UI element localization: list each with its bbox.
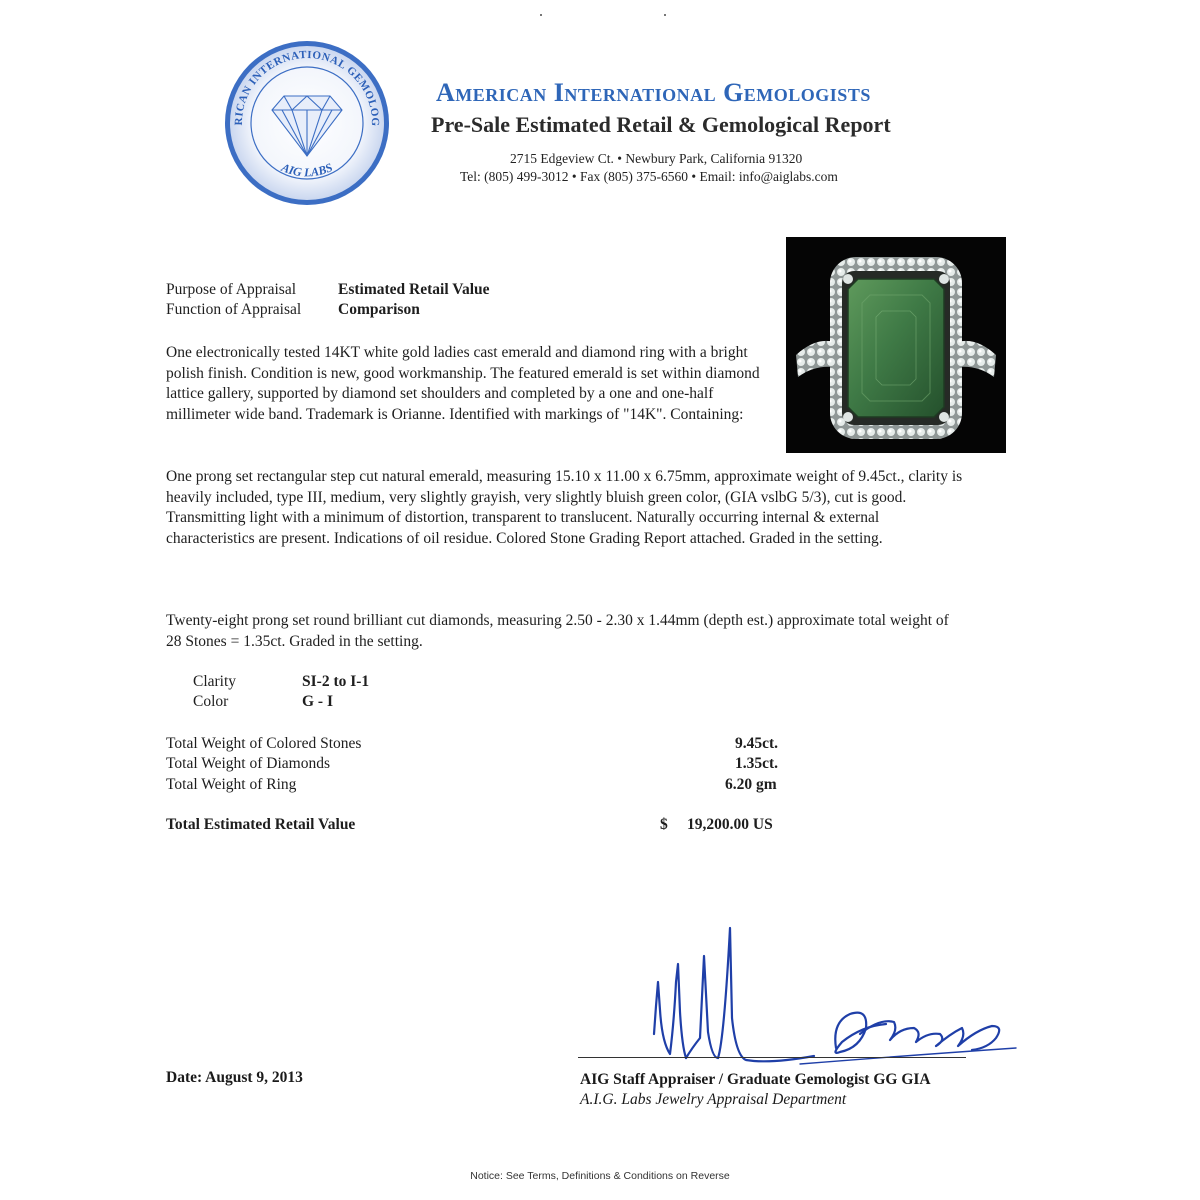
diamonds-weight-value: 1.35ct.	[735, 755, 779, 772]
diamond-description: Twenty-eight prong set round brilliant cut diamonds, measuring 2.50 - 2.30 x 1.44mm (depth est.) approximate total weight of 28 Stones = 1.35ct. Graded in the setting.	[166, 612, 949, 650]
total-value: 19,200.00 US	[687, 816, 773, 833]
function-label: Function of Appraisal	[166, 301, 302, 318]
clarity-label: Clarity	[193, 673, 237, 690]
function-value: Comparison	[338, 301, 420, 318]
emerald-description: One prong set rectangular step cut natural emerald, measuring 15.10 x 11.00 x 6.75mm, approximate weight of 9.45ct., clarity is heavily included, type III, medium, very slightly grayish, very slightly bluish green color, (GIA vslbG 5/3), cut is good. Transmitting light with a minimum of distortion, transparent to translucent. Naturally occurring internal & external characteristics are present. Indications of oil residue. Colored Stone Grading Report attached. Graded in the setting.	[166, 468, 963, 547]
appraiser-title: AIG Staff Appraiser / Graduate Gemologist GG GIA	[580, 1071, 931, 1088]
colored-stones-weight-label: Total Weight of Colored Stones	[166, 735, 362, 752]
terms-notice: Notice: See Terms, Definitions & Conditions on Reverse	[470, 1170, 730, 1182]
aig-seal-logo	[222, 38, 392, 208]
scan-speck	[540, 14, 542, 16]
color-label: Color	[193, 693, 229, 710]
organization-contact: Tel: (805) 499-3012 • Fax (805) 375-6560 • Email: info@aiglabs.com	[460, 169, 838, 184]
ring-weight-value: 6.20 gm	[725, 776, 777, 793]
diamonds-weight-label: Total Weight of Diamonds	[166, 755, 330, 772]
scan-speck	[664, 14, 666, 16]
purpose-label: Purpose of Appraisal	[166, 281, 297, 298]
appraisal-date: Date: August 9, 2013	[166, 1069, 303, 1086]
ring-weight-label: Total Weight of Ring	[166, 776, 297, 793]
organization-name: American International Gemologists	[436, 78, 871, 107]
ring-description: One electronically tested 14KT white gold ladies cast emerald and diamond ring with a bright polish finish. Condition is new, good workmanship. The featured emerald is set within diamond lattice gallery, supported by diamond set shoulders and completed by a one and one-half millimeter wide band. Trademark is Orianne. Identified with markings of "14K". Containing:	[166, 344, 760, 423]
svg-text:AIG LABS: AIG LABS	[279, 160, 335, 180]
total-currency: $	[660, 816, 668, 833]
total-value-label: Total Estimated Retail Value	[166, 816, 356, 833]
handwritten-signature	[600, 922, 1030, 1082]
color-value: G - I	[302, 693, 333, 710]
signature-line	[578, 1057, 966, 1058]
organization-address: 2715 Edgeview Ct. • Newbury Park, California 91320	[510, 151, 803, 166]
report-title: Pre-Sale Estimated Retail & Gemological Report	[431, 112, 891, 137]
ring-photo	[786, 237, 1006, 453]
svg-text:AMERICAN INTERNATIONAL GEMOLOG: RICAN INTERNATIONAL GEMOLOG	[232, 48, 382, 127]
appraisal-department: A.I.G. Labs Jewelry Appraisal Department	[580, 1091, 847, 1108]
colored-stones-weight-value: 9.45ct.	[735, 735, 779, 752]
purpose-value: Estimated Retail Value	[338, 281, 490, 298]
clarity-value: SI-2 to I-1	[302, 673, 370, 690]
